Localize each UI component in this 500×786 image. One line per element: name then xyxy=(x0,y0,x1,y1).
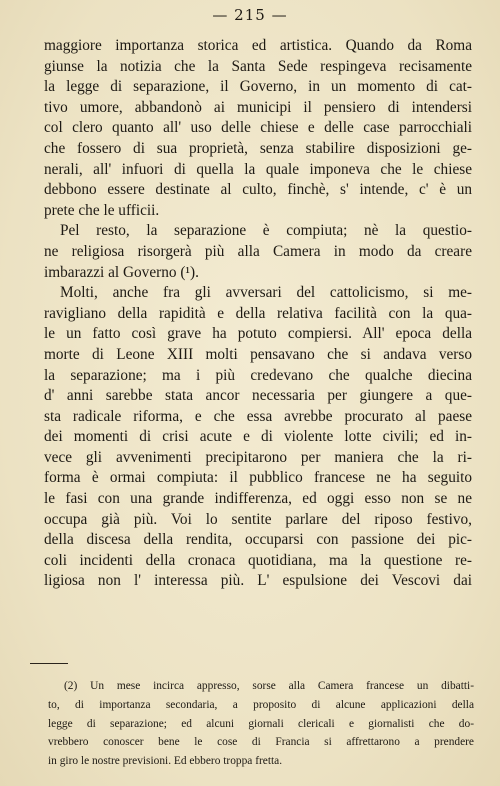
footnote-line: (2) Un mese incirca appresso, sorse alla Camera francese un dibatti- xyxy=(64,680,474,692)
text-line: morte di Leone XIII molti pensavano che si andava verso xyxy=(44,345,472,363)
text-line: forma è ormai compiuta: il pubblico francese ne ha seguito xyxy=(44,469,472,487)
text-line: occupa già più. Voi lo sentite parlare del riposo festivo, xyxy=(44,510,472,528)
text-line: la separazione; ma i più credevano che qualche diecina xyxy=(44,366,472,384)
text-line: Molti, anche fra gli avversari del cattolicismo, si me- xyxy=(60,284,472,302)
text-line: nerali, all' infuori di quella la quale imponeva che le chiese xyxy=(44,160,472,178)
footnote-line: vrebbero conoscer bene le cose di Francia si affrettarono a prendere xyxy=(48,736,474,749)
text-line: ravigliano della rapidità e della relativa facilità con la qua- xyxy=(44,304,472,322)
footnote-divider xyxy=(30,663,68,664)
text-line: sta radicale riforma, e che essa avrebbe procurato al paese xyxy=(44,407,472,425)
page-number: — 215 — xyxy=(212,6,288,24)
text-line: della discesa della rendita, occuparsi con passione dei pic- xyxy=(44,531,472,549)
text-line: che fossero di sua proprietà, senza stabilire disposizioni ge- xyxy=(44,139,472,157)
footnote-line: in giro le nostre previsioni. Ed ebbero troppa fretta. xyxy=(48,755,283,768)
text-line: Pel resto, la separazione è compiuta; nè la questio- xyxy=(60,222,472,240)
text-line: prete che le ufficii. xyxy=(44,201,160,219)
main-text xyxy=(44,36,472,592)
text-line: ligiosa non l' interessa più. L' espulsione dei Vescovi dai xyxy=(44,572,472,590)
text-line: tivo umore, abbandonò ai municipi il pensiero di intendersi xyxy=(44,98,472,116)
footnote-line: legge di separazione; ed alcuni giornali clericali e giornalisti che do- xyxy=(48,717,474,730)
text-line: col clero quanto all' uso delle chiese e delle case parrocchiali xyxy=(44,119,472,137)
text-line: giunse la notizia che la Santa Sede respingeva recisamente xyxy=(44,57,472,75)
text-line: d' anni sarebbe stata ancor necessaria per giungere a que- xyxy=(44,387,472,405)
text-line: debbono essere destinate al culto, finchè, s' intende, c' è un xyxy=(44,181,472,199)
footnote-line: to, di importanza secondaria, a proposito di alcune applicazioni della xyxy=(48,698,474,711)
text-line: ne religiosa risorgerà più alla Camera in modo da creare xyxy=(44,242,472,260)
text-line: la legge di separazione, il Governo, in un momento di cat- xyxy=(44,78,472,96)
text-line: maggiore importanza storica ed artistica. Quando da Roma xyxy=(44,37,472,54)
footnote xyxy=(48,677,474,771)
text-line: dei momenti di crisi acute e di violente lotte civili; ed in- xyxy=(44,428,472,446)
text-line: le fasi con una grande indifferenza, ed oggi esso non se ne xyxy=(44,490,472,508)
text-line: imbarazzi al Governo (¹). xyxy=(44,263,199,281)
text-line: coli incidenti della cronaca quotidiana, ma la questione re- xyxy=(44,551,472,569)
text-line: vece gli avvenimenti precipitarono per maniera che la ri- xyxy=(44,448,472,466)
text-line: le un fatto così grave ha potuto compiersi. All' epoca della xyxy=(44,325,472,343)
